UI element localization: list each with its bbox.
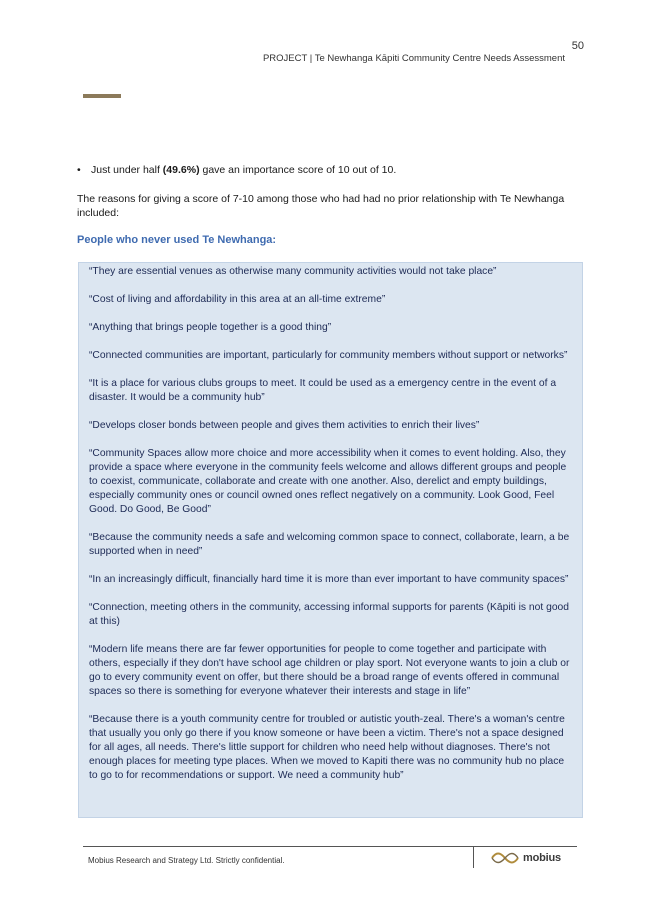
footer-rule — [83, 846, 577, 847]
quote: “Because the community needs a safe and welcoming common space to connect, collaborate, learn, a be supported when in need” — [89, 532, 570, 557]
footer-separator — [473, 846, 474, 868]
quote: “Cost of living and affordability in this area at an all-time extreme” — [89, 294, 386, 305]
quote: “They are essential venues as otherwise many community activities would not take place” — [89, 266, 497, 277]
footer-text: Mobius Research and Strategy Ltd. Strictly confidential. — [88, 856, 285, 865]
footer-logo — [490, 852, 561, 864]
page-number: 50 — [571, 40, 584, 52]
bullet-dot-icon: • — [77, 164, 81, 176]
mobius-logo-icon — [490, 852, 520, 864]
quote: “Develops closer bonds between people and gives them activities to enrich their lives” — [89, 420, 480, 431]
quote-box — [78, 262, 583, 818]
quote: “Modern life means there are far fewer opportunities for people to come together and participate with others, especially if they don't have school age children or play sport. Not everyone wants to join a club or go to every community event on offer, but there should be a broad range of events offered in communal spaces so there is something for everyone whatever their interests and stage in life” — [89, 644, 570, 697]
bullet-prefix: Just under half — [91, 164, 163, 176]
logo-wordmark: mobius — [523, 852, 561, 864]
quote: “Connected communities are important, particularly for community members without support or networks” — [89, 350, 568, 361]
bullet-suffix: gave an importance score of 10 out of 10. — [199, 164, 397, 176]
bullet-bold-value: (49.6%) — [162, 164, 200, 176]
quote: “Connection, meeting others in the community, accessing informal supports for parents (Kāpiti is not good at this) — [89, 602, 569, 627]
quote: “Because there is a youth community centre for troubled or autistic youth-zeal. There's a woman's centre that usually you only go there if you know someone or have been a victim. There's not a space designed for all ages, all needs. There's little support for children who need help without diagnoses. There's not enough places for meeting type places. When we moved to Kapiti there was no community hub no place to go to for recommendations or support. We need a community hub” — [89, 714, 565, 781]
quote: “In an increasingly difficult, financially hard time it is more than ever important to have community spaces” — [89, 574, 569, 585]
section-heading: People who never used Te Newhanga: — [77, 234, 277, 246]
intro-paragraph: The reasons for giving a score of 7-10 among those who had had no prior relationship with Te Newhanga included: — [77, 193, 565, 219]
quote: “Anything that brings people together is a good thing” — [89, 322, 332, 333]
running-header: PROJECT | Te Newhanga Kāpiti Community Centre Needs Assessment — [262, 53, 565, 64]
accent-bar — [83, 94, 121, 98]
quote: “Community Spaces allow more choice and more accessibility when it comes to event holding. Also, they provide a space where everyone in the community feels welcome and allows different groups and people to coexist, communicate, collaborate and create with one another. Also, derelict and empty buildings, especially community ones or council owned ones reflect negatively on a community. Look Good, Feel Good. Do Good, Be Good” — [89, 448, 567, 515]
bullet-item — [77, 164, 396, 176]
quote: “It is a place for various clubs groups to meet. It could be used as a emergency centre in the event of a disaster. It would be a community hub” — [89, 378, 557, 403]
